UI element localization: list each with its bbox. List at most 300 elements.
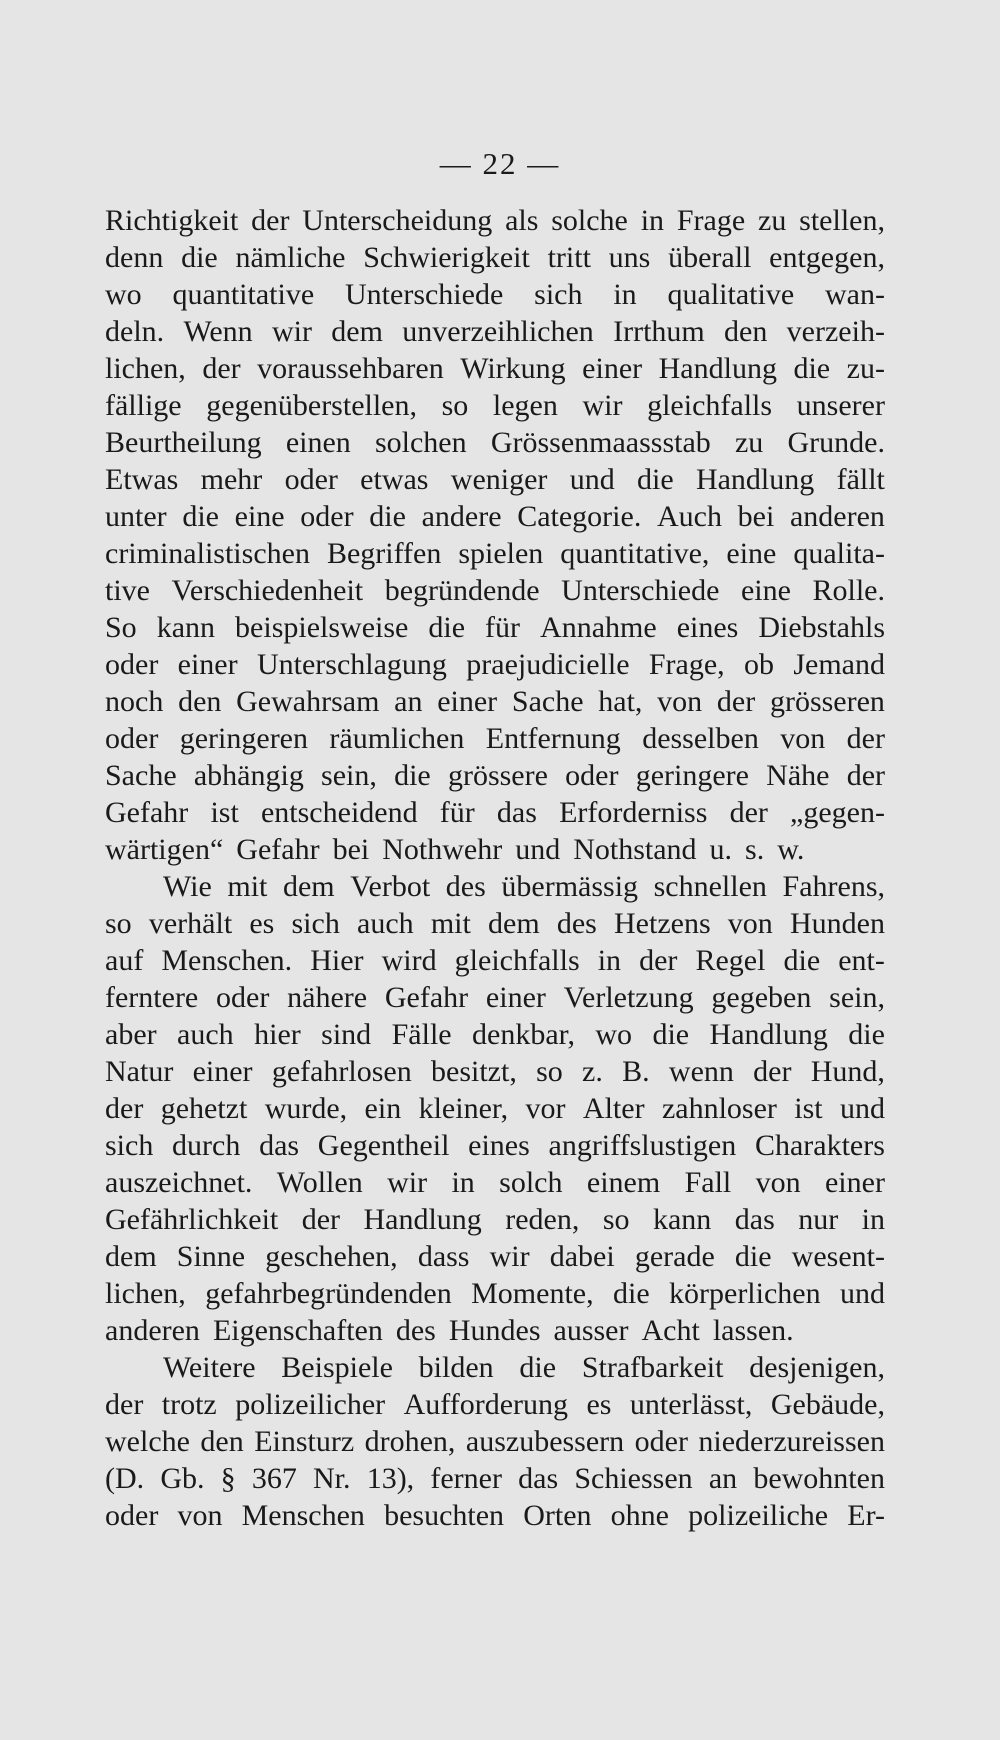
- word: Hetzens: [614, 907, 711, 940]
- word: auszeichnet.: [105, 1166, 253, 1199]
- word: Beurtheilung: [105, 426, 262, 459]
- text-line: [105, 1386, 885, 1423]
- word: wo: [105, 278, 142, 311]
- word: der: [639, 944, 678, 977]
- word: gefahrbegründenden: [205, 1277, 452, 1310]
- word: Natur: [105, 1055, 174, 1088]
- word: die: [652, 1018, 690, 1051]
- word: Annahme: [540, 611, 657, 644]
- word: Orten: [523, 1499, 592, 1532]
- word: Grunde.: [787, 426, 885, 459]
- text-line: [105, 498, 885, 535]
- word: Entfernung: [485, 722, 621, 755]
- word: sich: [105, 1129, 154, 1162]
- word: von: [755, 1166, 801, 1199]
- word: verhält: [148, 907, 233, 940]
- word: Aufforderung: [403, 1388, 568, 1421]
- word: Categorie.: [517, 500, 642, 533]
- word: ent-: [838, 944, 885, 977]
- word: Gefahr: [384, 981, 469, 1014]
- word: Gefahr: [105, 796, 189, 829]
- word: Beispiele: [281, 1351, 393, 1384]
- word: so: [105, 907, 132, 940]
- word: der: [716, 685, 756, 718]
- word: 13),: [366, 1462, 415, 1495]
- word: zu-: [846, 352, 885, 385]
- word: Gegentheil: [317, 1129, 450, 1162]
- word: unter: [105, 500, 167, 533]
- word: sein,: [321, 759, 377, 792]
- text-line: [105, 1238, 885, 1275]
- word: denn: [105, 241, 164, 274]
- word: Hier: [310, 944, 364, 977]
- word: Irrthum: [613, 315, 705, 348]
- word: die: [519, 1351, 557, 1384]
- word: z.: [582, 1055, 603, 1088]
- word: und: [515, 833, 561, 866]
- word: die: [793, 352, 831, 385]
- word: für: [439, 796, 475, 829]
- text-line: [105, 720, 885, 757]
- word: an: [708, 1462, 738, 1495]
- word: wesent-: [791, 1240, 885, 1273]
- word: besitzt,: [431, 1055, 517, 1088]
- text-line: [105, 646, 885, 683]
- word: entgegen,: [769, 241, 885, 274]
- word: wurde,: [264, 1092, 348, 1125]
- word: und: [569, 463, 615, 496]
- word: einen: [285, 426, 351, 459]
- word: räumlichen: [329, 722, 465, 755]
- word: und: [840, 1092, 885, 1125]
- word: es: [249, 907, 275, 940]
- word: oder: [105, 1499, 159, 1532]
- word: niederzureissen: [698, 1425, 885, 1458]
- word: Etwas: [105, 463, 179, 496]
- word: oder: [105, 648, 159, 681]
- text-line: [105, 276, 885, 313]
- word: grösseren: [769, 685, 885, 718]
- word: eine: [234, 500, 285, 533]
- word: Wenn: [183, 315, 253, 348]
- word: oder: [284, 463, 338, 496]
- text-line: [105, 239, 885, 276]
- word: es: [586, 1388, 612, 1421]
- word: wir: [489, 1240, 530, 1273]
- word: ferntere: [105, 981, 199, 1014]
- word: entscheidend: [260, 796, 418, 829]
- word: übermässig: [501, 870, 639, 903]
- word: So: [105, 611, 137, 644]
- word: Hunden: [789, 907, 885, 940]
- word: andere: [421, 500, 502, 533]
- text-line: [105, 572, 885, 609]
- word: wir: [387, 1166, 428, 1199]
- word: Regel: [695, 944, 766, 977]
- word: einer: [437, 685, 498, 718]
- word: legen: [492, 389, 558, 422]
- word: der: [301, 1203, 341, 1236]
- word: von: [177, 1499, 223, 1532]
- word: das: [259, 1129, 300, 1162]
- word: desselben: [642, 722, 759, 755]
- word: auch: [357, 907, 414, 940]
- word: oder: [105, 722, 159, 755]
- word: der: [846, 759, 885, 792]
- word: sich: [534, 278, 583, 311]
- word: Handlung: [695, 463, 815, 496]
- text-line: [105, 1053, 885, 1090]
- word: die: [637, 463, 674, 496]
- word: oder: [216, 981, 270, 1014]
- word: Sache: [105, 759, 177, 792]
- word: solch: [499, 1166, 563, 1199]
- word: dabei: [549, 1240, 615, 1273]
- word: mit: [227, 870, 268, 903]
- word: in: [597, 944, 622, 977]
- word: Acht: [641, 1314, 700, 1347]
- word: Verletzung: [563, 981, 694, 1014]
- word: Strafbarkeit: [581, 1351, 724, 1384]
- text-line: [105, 350, 885, 387]
- word: Weitere: [163, 1351, 256, 1384]
- word: nämliche: [235, 241, 346, 274]
- text-line: [105, 1201, 885, 1238]
- word: w.: [777, 833, 805, 866]
- word: die: [428, 611, 466, 644]
- word: der: [729, 796, 768, 829]
- word: begründende: [384, 574, 540, 607]
- word: spielen: [458, 537, 544, 570]
- word: bei: [332, 833, 370, 866]
- word: einer: [192, 1055, 253, 1088]
- word: ist: [210, 796, 239, 829]
- word: gleichfalls: [647, 389, 773, 422]
- word: Verschiedenheit: [171, 574, 364, 607]
- word: auch: [177, 1018, 234, 1051]
- word: reden,: [505, 1203, 580, 1236]
- word: denkbar,: [472, 1018, 575, 1051]
- word: Nothwehr: [382, 833, 503, 866]
- word: gleichfalls: [454, 944, 580, 977]
- word: anderen: [789, 500, 885, 533]
- word: ausser: [553, 1314, 629, 1347]
- word: Verbot: [350, 870, 431, 903]
- word: Fahrens,: [782, 870, 885, 903]
- word: Gebäude,: [770, 1388, 885, 1421]
- text-line: [105, 1460, 885, 1497]
- word: lichen,: [105, 352, 186, 385]
- word: die: [848, 1018, 885, 1051]
- word: des: [445, 870, 486, 903]
- text-line: [105, 424, 885, 461]
- text-line: [105, 1127, 885, 1164]
- text-line: [105, 202, 885, 239]
- word: Nr.: [313, 1462, 351, 1495]
- word: dem: [488, 907, 540, 940]
- word: das: [734, 1203, 775, 1236]
- word: mit: [430, 907, 471, 940]
- word: Unterscheidung: [302, 204, 493, 237]
- word: Charakters: [754, 1129, 885, 1162]
- word: Schwierigkeit: [363, 241, 530, 274]
- text-line: [105, 1275, 885, 1312]
- word: Grössenmaassstab: [490, 426, 711, 459]
- word: criminalistischen: [105, 537, 310, 570]
- word: dem: [331, 315, 383, 348]
- word: etwas: [360, 463, 429, 496]
- word: die: [734, 1240, 772, 1273]
- word: lassen.: [712, 1314, 794, 1347]
- word: überall: [668, 241, 752, 274]
- word: grössere: [447, 759, 548, 792]
- word: kann: [156, 611, 216, 644]
- word: bei: [737, 500, 775, 533]
- word: quantitative,: [560, 537, 710, 570]
- word: Hundes: [448, 1314, 541, 1347]
- text-line: [105, 905, 885, 942]
- text-line: [105, 683, 885, 720]
- word: §: [220, 1462, 236, 1495]
- word: Wirkung: [460, 352, 566, 385]
- word: Alter: [582, 1092, 645, 1125]
- word: Er-: [847, 1499, 885, 1532]
- word: aber: [105, 1018, 157, 1051]
- word: den: [200, 1425, 244, 1458]
- word: unverzeihlichen: [402, 315, 594, 348]
- text-line: [105, 942, 885, 979]
- word: Erforderniss: [559, 796, 708, 829]
- word: eines: [468, 1129, 530, 1162]
- word: des: [556, 907, 597, 940]
- word: die: [369, 500, 406, 533]
- word: ist: [794, 1092, 823, 1125]
- word: Wie: [163, 870, 212, 903]
- word: nur: [798, 1203, 839, 1236]
- word: vor: [525, 1092, 566, 1125]
- word: einer: [582, 352, 643, 385]
- word: in: [613, 278, 637, 311]
- word: der: [846, 722, 885, 755]
- text-line: [105, 1349, 885, 1386]
- word: durch: [172, 1129, 241, 1162]
- word: anderen: [105, 1314, 200, 1347]
- word: schnellen: [653, 870, 767, 903]
- word: Gb.: [160, 1462, 205, 1495]
- word: einer: [177, 648, 238, 681]
- word: gerade: [634, 1240, 715, 1273]
- word: angriffslustigen: [548, 1129, 737, 1162]
- word: Unterschiede: [345, 278, 504, 311]
- word: u.: [709, 833, 733, 866]
- word: den: [178, 685, 222, 718]
- word: unserer: [796, 389, 885, 422]
- word: Einsturz: [254, 1425, 355, 1458]
- word: polizeiliche: [688, 1499, 829, 1532]
- word: oder: [300, 500, 354, 533]
- word: Gewahrsam: [236, 685, 380, 718]
- word: körperlichen: [669, 1277, 821, 1310]
- word: so: [536, 1055, 563, 1088]
- word: s.: [745, 833, 765, 866]
- word: gehetzt: [160, 1092, 248, 1125]
- word: sich: [291, 907, 340, 940]
- word: von: [657, 685, 703, 718]
- word: polizeilicher: [235, 1388, 386, 1421]
- word: fällige: [105, 389, 182, 422]
- word: dass: [417, 1240, 470, 1273]
- word: das: [518, 1462, 559, 1495]
- text-line: [105, 1090, 885, 1127]
- word: gegeben: [711, 981, 812, 1014]
- word: lichen,: [105, 1277, 186, 1310]
- word: die: [181, 241, 218, 274]
- word: einer: [824, 1166, 885, 1199]
- word: so: [602, 1203, 630, 1236]
- word: beispielsweise: [235, 611, 409, 644]
- word: Momente,: [471, 1277, 594, 1310]
- word: Schiessen: [574, 1462, 693, 1495]
- word: tive: [105, 574, 150, 607]
- word: desjenigen,: [749, 1351, 885, 1384]
- word: B.: [622, 1055, 650, 1088]
- word: sein,: [829, 981, 885, 1014]
- word: die: [182, 500, 219, 533]
- word: gegenüberstellen,: [206, 389, 417, 422]
- word: in: [451, 1166, 475, 1199]
- word: ohne: [610, 1499, 669, 1532]
- word: die: [612, 1277, 650, 1310]
- word: ob: [744, 648, 775, 681]
- word: hier: [254, 1018, 301, 1051]
- word: Begriffen: [326, 537, 442, 570]
- word: abhängig: [193, 759, 304, 792]
- word: noch: [105, 685, 164, 718]
- word: voraussehbaren: [257, 352, 444, 385]
- word: Frage,: [648, 648, 725, 681]
- word: mehr: [200, 463, 263, 496]
- word: wan-: [825, 278, 885, 311]
- word: das: [496, 796, 537, 829]
- word: solche: [551, 204, 628, 237]
- text-line: [105, 831, 885, 868]
- word: sind: [321, 1018, 372, 1051]
- word: Rolle.: [812, 574, 885, 607]
- word: Sinne: [176, 1240, 246, 1273]
- word: Jemand: [793, 648, 885, 681]
- word: ferner: [430, 1462, 502, 1495]
- word: gefahrlosen: [271, 1055, 412, 1088]
- word: „gegen-: [790, 796, 885, 829]
- word: fällt: [836, 463, 885, 496]
- word: Menschen: [241, 1499, 365, 1532]
- word: Auch: [657, 500, 722, 533]
- word: nähere: [287, 981, 368, 1014]
- word: wird: [381, 944, 437, 977]
- word: und: [840, 1277, 885, 1310]
- word: Fall: [684, 1166, 732, 1199]
- word: dem: [282, 870, 335, 903]
- word: qualitative: [667, 278, 795, 311]
- text-line: [105, 387, 885, 424]
- word: Eigenschaften: [212, 1314, 383, 1347]
- text-line: [105, 1423, 885, 1460]
- word: Frage: [676, 204, 746, 237]
- word: von: [727, 907, 773, 940]
- word: in: [640, 204, 665, 237]
- word: Handlung: [709, 1018, 828, 1051]
- text-line: [105, 1164, 885, 1201]
- word: geringere: [635, 759, 749, 792]
- word: für: [485, 611, 521, 644]
- word: eine: [740, 574, 791, 607]
- word: eine: [726, 537, 777, 570]
- text-line: [105, 609, 885, 646]
- word: kann: [652, 1203, 712, 1236]
- word: der: [202, 352, 241, 385]
- word: der: [753, 1055, 792, 1088]
- word: zu: [758, 204, 787, 237]
- word: deln.: [105, 315, 165, 348]
- word: Wollen: [276, 1166, 363, 1199]
- word: Handlung: [363, 1203, 482, 1236]
- word: an: [394, 685, 423, 718]
- word: Richtigkeit: [105, 204, 239, 237]
- word: Nähe: [766, 759, 830, 792]
- word: Diebstahls: [758, 611, 885, 644]
- word: uns: [608, 241, 651, 274]
- word: der: [105, 1092, 144, 1125]
- word: oder: [565, 759, 619, 792]
- word: praejudicielle: [466, 648, 630, 681]
- word: tritt: [547, 241, 591, 274]
- word: zahnloser: [661, 1092, 777, 1125]
- word: welche: [105, 1425, 190, 1458]
- word: geschehen,: [265, 1240, 398, 1273]
- word: wärtigen“: [105, 833, 224, 866]
- word: 367: [251, 1462, 297, 1495]
- text-line: [105, 535, 885, 572]
- text-line: [105, 313, 885, 350]
- word: weniger: [450, 463, 548, 496]
- text-line: [105, 461, 885, 498]
- text-line: [105, 1016, 885, 1053]
- word: eines: [676, 611, 739, 644]
- word: der: [105, 1388, 144, 1421]
- word: von: [780, 722, 826, 755]
- word: Unterschiede: [561, 574, 720, 607]
- word: des: [395, 1314, 436, 1347]
- word: wir: [582, 389, 623, 422]
- word: die: [783, 944, 821, 977]
- word: einem: [586, 1166, 661, 1199]
- word: drohen,: [364, 1425, 456, 1458]
- word: hat,: [598, 685, 643, 718]
- text-line: [105, 1312, 885, 1349]
- word: Unterschlagung: [256, 648, 447, 681]
- word: als: [505, 204, 539, 237]
- word: ein: [364, 1092, 402, 1125]
- text-line: [105, 979, 885, 1016]
- word: Gefahr: [236, 833, 320, 866]
- word: bilden: [418, 1351, 494, 1384]
- word: verzeih-: [786, 315, 885, 348]
- text-line: [105, 1497, 885, 1534]
- word: Gefährlichkeit: [105, 1203, 279, 1236]
- word: solchen: [374, 426, 467, 459]
- word: Nothstand: [573, 833, 697, 866]
- word: wir: [271, 315, 312, 348]
